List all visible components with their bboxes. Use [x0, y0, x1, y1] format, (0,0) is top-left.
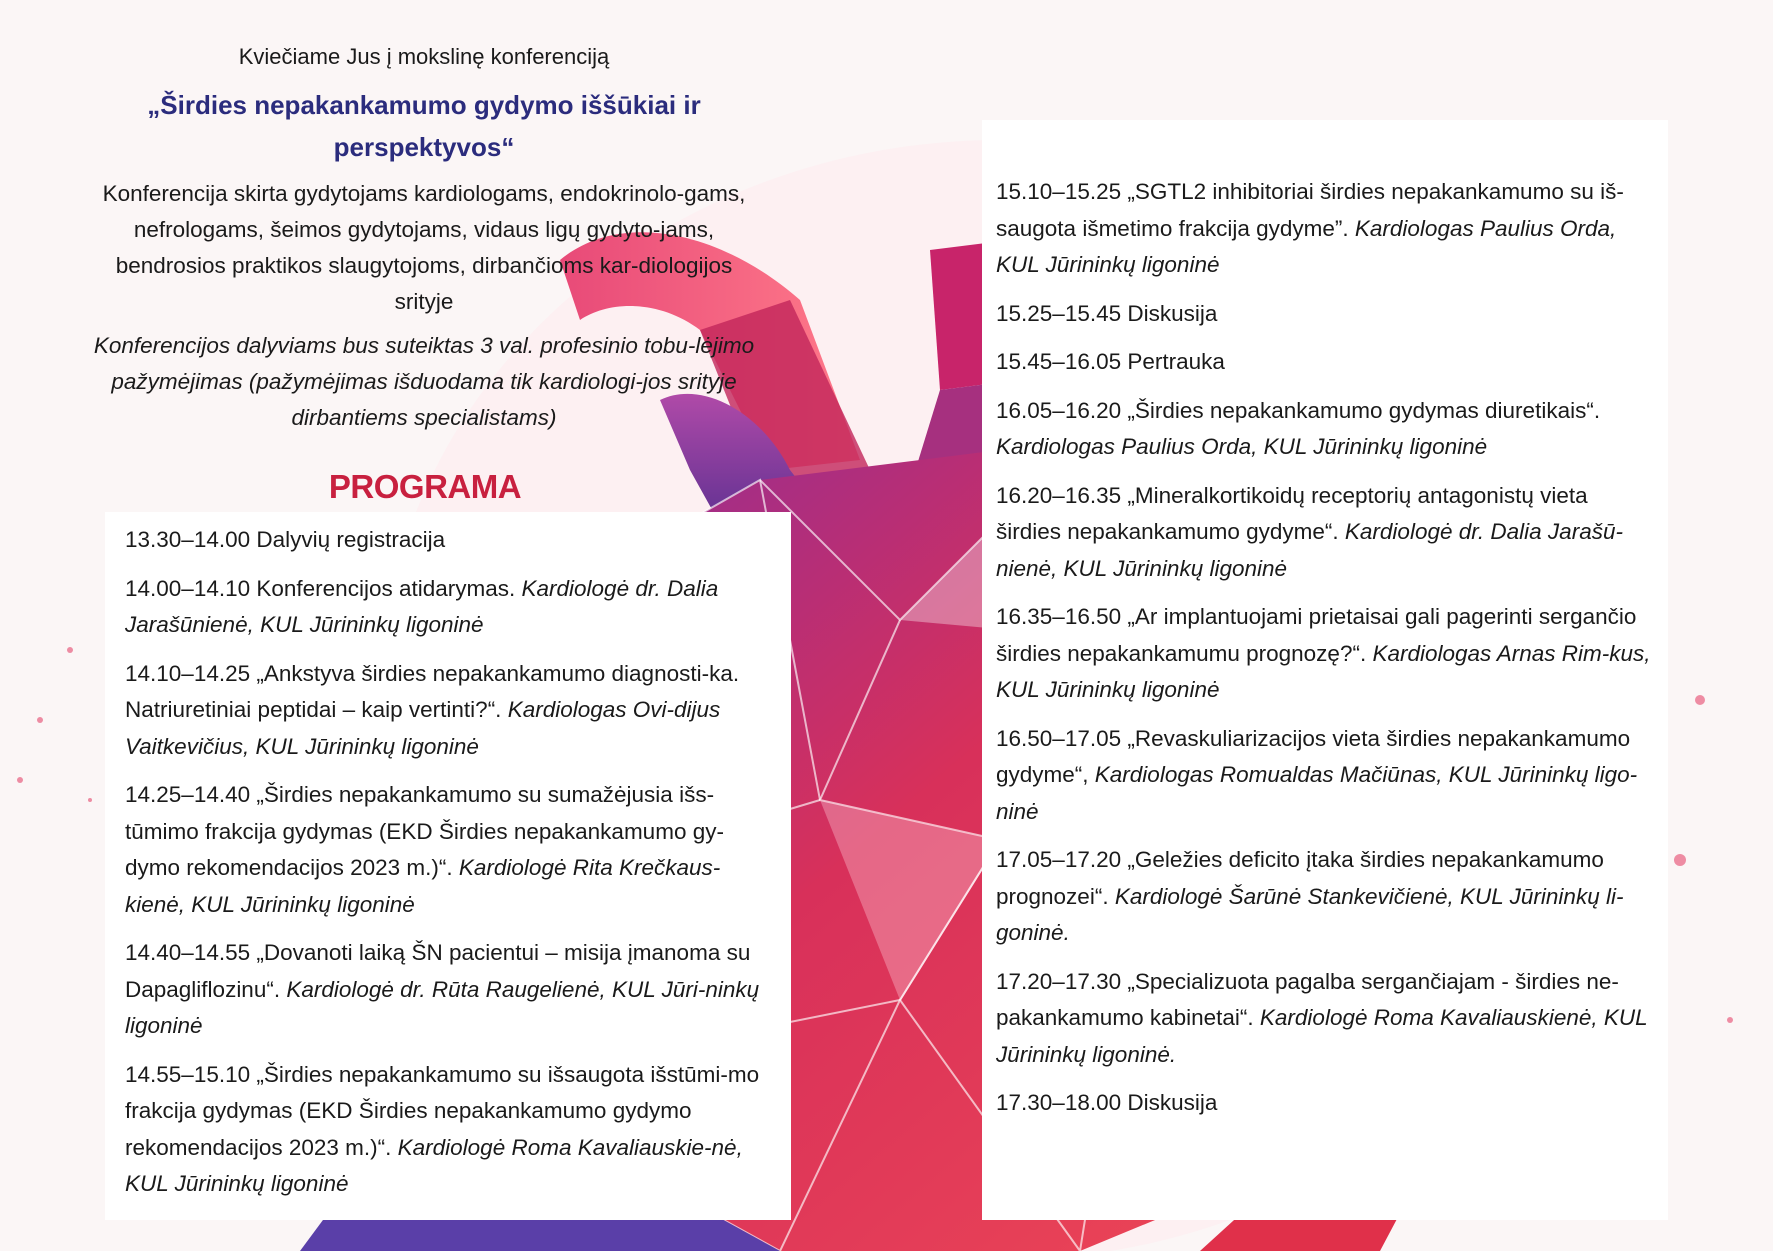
intro-section [85, 44, 763, 436]
entry-text: 17.20–17.30 „Specializuota pagalba sergančiajam - širdies ne-pakankamumo kabinetai“. [996, 968, 1619, 1030]
entry-speaker: Kardiologė dr. Rūta Raugelienė, KUL Jūri-ninkų ligoninė [125, 976, 760, 1038]
audience-text: Konferencija skirta gydytojams kardiologams, endokrinolo-gams, nefrologams, šeimos gydytojams, vidaus ligų gydyto-jams, bendrosios praktikos slaugytojoms, dirbančioms kar-diologijos srityje [102, 181, 746, 314]
program-entry [996, 599, 1656, 709]
conference-title [85, 84, 763, 168]
entry-speaker: Kardiologė dr. Dalia Jarašū-nienė, KUL Jūrininkų ligoninė [996, 519, 1623, 581]
program-entry [996, 964, 1656, 1074]
entry-text: 14.40–14.55 „Dovanoti laiką ŠN pacientui – misija įmanoma su Dapagliflozinu“. [125, 940, 751, 1002]
entry-speaker: Kardiologė Šarūnė Stankevičienė, KUL Jūrininkų li-goninė. [996, 883, 1624, 945]
entry-speaker: Kardiologas Romualdas Mačiūnas, KUL Jūrininkų ligo-ninė [996, 762, 1638, 824]
entry-text: 16.20–16.35 „Mineralkortikoidų receptorių antagonistų vieta širdies nepakankamumo gydyme“. [996, 482, 1588, 544]
program-right-panel [982, 120, 1668, 1220]
entry-speaker: Kardiologė Roma Kavaliauskie-nė, KUL Jūrininkų ligoninė [125, 1134, 743, 1196]
entry-text: 14.25–14.40 „Širdies nepakankamumo su sumažėjusia išs-tūmimo frakcija gydymas (EKD Širdies nepakankamumo gy-dymo rekomendacijos 2023 m.)“. [125, 782, 724, 880]
entry-text: 16.05–16.20 „Širdies nepakankamumo gydymas diuretikais“. [996, 397, 1601, 423]
program-entry [996, 296, 1656, 333]
program-entry [996, 478, 1656, 588]
entry-text: 15.45–16.05 Pertrauka [996, 349, 1225, 374]
entry-text: 17.30–18.00 Diskusija [996, 1090, 1218, 1115]
entry-speaker: Kardiologas Paulius Orda, KUL Jūrininkų ligoninė [996, 215, 1617, 277]
entry-speaker: Kardiologas Paulius Orda, KUL Jūrininkų ligoninė [996, 434, 1488, 459]
entry-speaker: Kardiologė dr. Dalia Jarašūnienė, KUL Jūrininkų ligoninė [125, 575, 719, 637]
program-entry [125, 656, 771, 766]
entry-text: 14.55–15.10 „Širdies nepakankamumo su išsaugota išstūmi-mo frakcija gydymas (EKD Širdies nepakankamumo gydymo rekomendacijos 2023 m.)“. [125, 1061, 760, 1160]
entry-text: 15.10–15.25 „SGTL2 inhibitoriai širdies nepakankamumo su iš-saugota išmetimo frakcija gydyme”. [996, 179, 1624, 241]
entry-text: 14.10–14.25 „Ankstyva širdies nepakankamumo diagnosti-ka. Natriuretiniai peptidai – kaip vertinti?“. [125, 660, 740, 722]
program-entry [996, 393, 1656, 466]
conference-title-line2: perspektyvos“ [333, 132, 515, 162]
conference-title-line1: „Širdies nepakankamumo gydymo iššūkiai ir [147, 90, 701, 120]
program-entry [125, 777, 771, 923]
program-entry [125, 1057, 771, 1203]
program-entry [996, 344, 1656, 381]
program-entry [996, 1085, 1656, 1122]
invitation-text: Kviečiame Jus į mokslinę konferenciją [238, 44, 610, 69]
entry-text: 14.00–14.10 Konferencijos atidarymas. [125, 575, 522, 601]
entry-speaker: Kardiologas Ovi-dijus Vaitkevičius, KUL Jūrininkų ligoninė [125, 697, 721, 759]
program-entry [125, 935, 771, 1045]
entry-speaker: Kardiologas Arnas Rim-kus, KUL Jūrininkų ligoninė [996, 640, 1651, 702]
program-entry [996, 174, 1656, 284]
entry-text: 15.25–15.45 Diskusija [996, 300, 1218, 326]
entry-speaker: Kardiologė Rita Krečkaus-kienė, KUL Jūrininkų ligoninė [125, 855, 721, 917]
program-entry [125, 571, 771, 644]
entry-text: 16.50–17.05 „Revaskuliarizacijos vieta širdies nepakankamumo gydyme“, [996, 725, 1631, 787]
program-left-panel [105, 512, 791, 1220]
program-entry [996, 721, 1656, 831]
entry-text: 16.35–16.50 „Ar implantuojami prietaisai gali pagerinti sergančio širdies nepakankamumu prognozę?“. [996, 604, 1637, 666]
programa-heading: PROGRAMA [328, 468, 522, 505]
entry-speaker: Kardiologė Roma Kavaliauskienė, KUL Jūrininkų ligoninė. [996, 1005, 1648, 1067]
entry-text: 17.05–17.20 „Geležies deficito įtaka širdies nepakankamumo prognozei“. [996, 847, 1604, 909]
certificate-text: Konferencijos dalyviams bus suteiktas 3 val. profesinio tobu-lėjimo pažymėjimas (pažymėjimas išduodama tik kardiologi-jos srityje dirbantiems specialistams) [93, 333, 755, 430]
program-entry [996, 842, 1656, 952]
program-entry [125, 522, 771, 559]
entry-text: 13.30–14.00 Dalyvių registracija [125, 527, 446, 552]
